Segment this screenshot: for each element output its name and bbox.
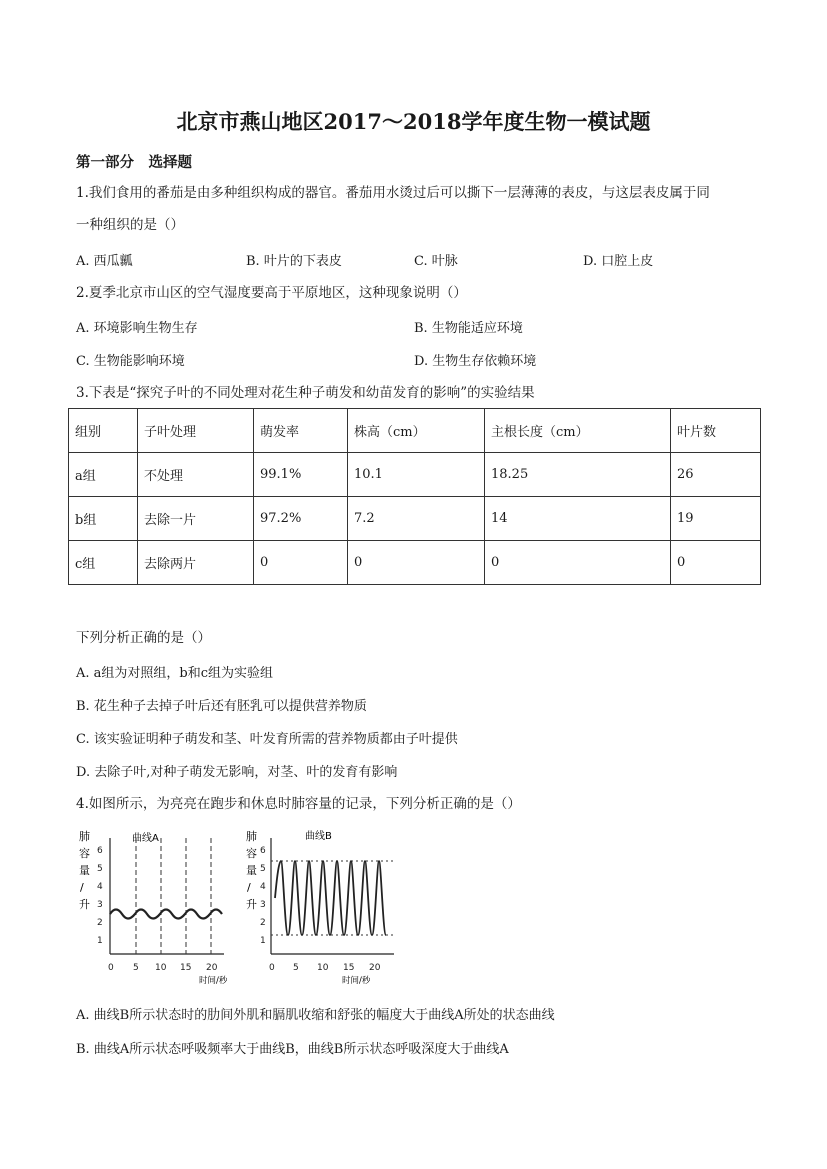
chart-a-ytick: 1 (97, 936, 103, 946)
q3-option-a: A. a组为对照组，b和c组为实验组 (76, 666, 274, 681)
table-cell: a组 (69, 453, 138, 497)
q1-option-b: B. 叶片的下表皮 (246, 254, 342, 269)
q1-option-c: C. 叶脉 (414, 254, 458, 269)
chart-a-ylabel-char: / (80, 881, 84, 894)
chart-a-ytick: 2 (97, 918, 103, 928)
chart-b-xtick: 15 (343, 963, 355, 973)
chart-a-ytick: 4 (97, 882, 103, 892)
table-header-cell: 叶片数 (671, 409, 761, 453)
table-header-cell: 株高（cm） (348, 409, 485, 453)
q4-stem: 4.如图所示，为亮亮在跑步和休息时肺容量的记录，下列分析正确的是（） (76, 796, 521, 812)
page-title: 北京市燕山地区2017～2018学年度生物一模试题 (176, 109, 651, 134)
table-cell: 18.25 (485, 453, 671, 497)
table-cell: 不处理 (138, 453, 254, 497)
q3-option-d: D. 去除子叶,对种子萌发无影响，对茎、叶的发育有影响 (76, 765, 398, 780)
table-row (69, 497, 761, 541)
chart-a-xtick: 20 (206, 963, 218, 973)
chart-a-xtick: 10 (155, 963, 167, 973)
table-cell: 10.1 (348, 453, 485, 497)
table-cell: 19 (671, 497, 761, 541)
chart-b-curve (275, 861, 386, 935)
chart-a-ylabel-char: 肺 (79, 830, 90, 843)
table-cell: 26 (671, 453, 761, 497)
table-header-cell: 主根长度（cm） (485, 409, 671, 453)
chart-b-ytick: 5 (260, 864, 266, 874)
table-header-cell: 萌发率 (254, 409, 348, 453)
chart-b-ylabel-char: 容 (246, 847, 257, 860)
q2-stem: 2.夏季北京市山区的空气湿度要高于平原地区，这种现象说明（） (76, 285, 467, 301)
chart-b-title: 曲线B (305, 831, 332, 842)
chart-b-ytick: 4 (260, 882, 266, 892)
chart-b-ylabel-char: 量 (246, 864, 257, 877)
q3-option-c: C. 该实验证明种子萌发和茎、叶发育所需的营养物质都由子叶提供 (76, 732, 458, 747)
chart-a-ylabel-char: 量 (79, 864, 90, 877)
results-table (68, 408, 761, 585)
lung-volume-figure (72, 824, 432, 990)
table-cell: 97.2% (254, 497, 348, 541)
q1-stem-line2: 一种组织的是（） (76, 217, 184, 233)
q3-prompt: 下列分析正确的是（） (76, 630, 211, 646)
q1-option-d: D. 口腔上皮 (583, 254, 654, 269)
table-cell: 去除一片 (138, 497, 254, 541)
chart-a-ylabel-char: 容 (79, 847, 90, 860)
table-cell: c组 (69, 541, 138, 585)
chart-b-xtick: 20 (369, 963, 381, 973)
chart-b-xtick: 5 (293, 963, 299, 973)
table-cell: 去除两片 (138, 541, 254, 585)
chart-b-xtick: 0 (269, 963, 275, 973)
chart-b-ytick: 6 (260, 846, 266, 856)
chart-a (79, 829, 228, 986)
chart-b-ylabel-char: / (247, 881, 251, 894)
table-cell: 0 (485, 541, 671, 585)
table-header-cell: 组别 (69, 409, 138, 453)
q2-option-a: A. 环境影响生物生存 (76, 321, 198, 336)
q3-stem: 3.下表是“探究子叶的不同处理对花生种子萌发和幼苗发育的影响”的实验结果 (76, 385, 535, 401)
table-cell: b组 (69, 497, 138, 541)
q4-option-a: A. 曲线B所示状态时的肋间外肌和膈肌收缩和舒张的幅度大于曲线A所处的状态曲线 (76, 1008, 555, 1023)
table-row (69, 541, 761, 585)
table-cell: 7.2 (348, 497, 485, 541)
q2-option-b: B. 生物能适应环境 (414, 321, 523, 336)
chart-a-xtick: 15 (180, 963, 192, 973)
q4-option-b: B. 曲线A所示状态呼吸频率大于曲线B，曲线B所示状态呼吸深度大于曲线A (76, 1042, 509, 1057)
q2-option-d: D. 生物生存依赖环境 (414, 354, 537, 369)
chart-a-ytick: 3 (97, 900, 103, 910)
chart-b (246, 829, 396, 986)
chart-b-ylabel-char: 肺 (246, 830, 257, 843)
q1-option-a: A. 西瓜瓤 (76, 254, 133, 269)
chart-b-ytick: 2 (260, 918, 266, 928)
section-heading: 第一部分 选择题 (76, 154, 192, 171)
table-cell: 99.1% (254, 453, 348, 497)
q1-stem-line1: 1.我们食用的番茄是由多种组织构成的器官。番茄用水烫过后可以撕下一层薄薄的表皮，与这层表皮属于同 (76, 185, 710, 201)
table-row (69, 453, 761, 497)
chart-b-ylabel-char: 升 (246, 898, 257, 911)
chart-b-ytick: 1 (260, 936, 266, 946)
chart-a-ytick: 5 (97, 864, 103, 874)
table-header-row (69, 409, 761, 453)
table-cell: 0 (254, 541, 348, 585)
chart-a-ytick: 6 (97, 846, 103, 856)
q2-option-c: C. 生物能影响环境 (76, 354, 185, 369)
chart-a-title: 曲线A (132, 833, 159, 844)
table-cell: 14 (485, 497, 671, 541)
chart-b-xlabel: 时间/秒 (342, 976, 371, 986)
chart-b-xtick: 10 (317, 963, 329, 973)
chart-a-xtick: 5 (133, 963, 139, 973)
chart-a-xlabel: 时间/秒 (199, 976, 228, 986)
table-cell: 0 (348, 541, 485, 585)
chart-a-xtick: 0 (108, 963, 114, 973)
table-header-cell: 子叶处理 (138, 409, 254, 453)
chart-a-ylabel-char: 升 (79, 898, 90, 911)
table-cell: 0 (671, 541, 761, 585)
chart-a-curve (110, 910, 222, 919)
chart-b-ytick: 3 (260, 900, 266, 910)
q3-option-b: B. 花生种子去掉子叶后还有胚乳可以提供营养物质 (76, 699, 367, 714)
